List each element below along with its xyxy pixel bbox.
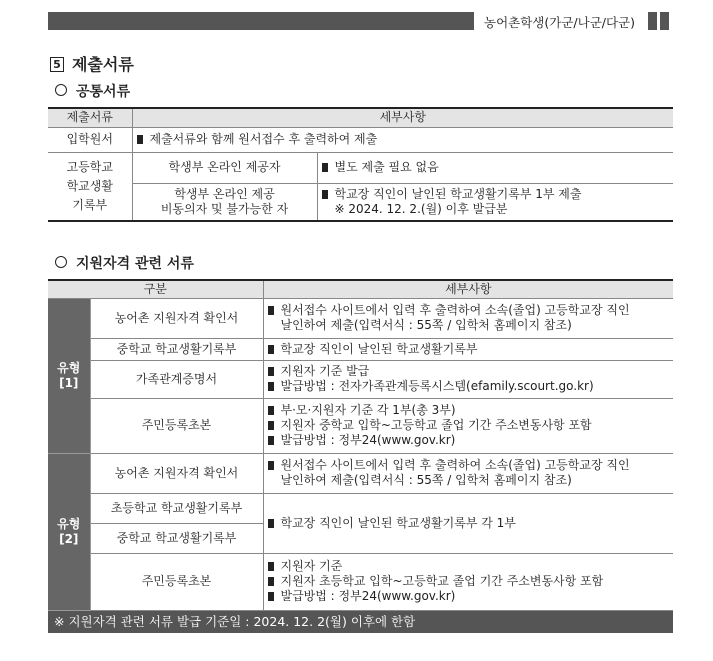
header-title: 농어촌학생(가군/나군/다군) <box>484 15 636 30</box>
col-header-detail: 세부사항 <box>132 108 673 127</box>
common-docs-table <box>48 107 673 222</box>
type1-doc-confirmation: 농어촌 지원자격 확인서 <box>90 298 263 338</box>
square-bullet-icon <box>268 519 274 528</box>
case-online-provider: 학생부 온라인 제공자 <box>132 152 317 183</box>
qualification-docs-table <box>48 279 673 611</box>
common-docs-title <box>55 81 130 101</box>
doc-school-record: 고등학교 학교생활 기록부 <box>48 152 132 221</box>
square-bullet-icon <box>268 592 274 601</box>
type2-doc-resident-abstract: 주민등록초본 <box>90 553 263 610</box>
type2-doc-elementary-record: 초등학교 학교생활기록부 <box>90 493 263 523</box>
type2-detail-confirmation: 원서접수 사이트에서 입력 후 출력하여 소속(졸업) 고등학교장 직인 날인하여 제출(입력서식 : 55쪽 / 입학처 홈페이지 참조) <box>263 453 673 493</box>
type1-detail-family-cert: 지원자 기준 발급 발급방법 : 전자가족관계등록시스템(efamily.scourt.go.kr) <box>263 360 673 398</box>
issue-date-footer: ※ 지원자격 관련 서류 발급 기준일 : 2024. 12. 2(월) 이후에 한함 <box>48 611 673 633</box>
page-header <box>48 12 670 30</box>
detail-online-provider: 별도 제출 필요 없음 <box>317 152 673 183</box>
col-header-detail: 세부사항 <box>263 280 673 298</box>
type1-detail-resident-abstract: 부·모·지원자 기준 각 1부(총 3부) 지원자 중학교 입학~고등학교 졸업 기간 주소변동사항 포함 발급방법 : 정부24(www.gov.kr) <box>263 398 673 453</box>
type2-detail-school-records: 학교장 직인이 날인된 학교생활기록부 각 1부 <box>263 493 673 553</box>
square-bullet-icon <box>268 306 274 315</box>
square-bullet-icon <box>268 345 274 354</box>
header-dark-bar <box>48 12 474 30</box>
square-bullet-icon <box>268 562 274 571</box>
circle-bullet-icon <box>55 84 67 96</box>
square-bullet-icon <box>268 436 274 445</box>
square-bullet-icon <box>268 406 274 415</box>
square-bullet-icon <box>322 190 328 199</box>
square-bullet-icon <box>268 367 274 376</box>
issue-date-note: ※ 2024. 12. 2.(월) 이후 발급분 <box>334 201 508 216</box>
square-bullet-icon <box>322 163 328 172</box>
section-title <box>50 52 134 75</box>
type1-label: 유형 [1] <box>48 298 90 453</box>
square-bullet-icon <box>137 135 143 144</box>
common-docs-title-text: 공통서류 <box>76 84 131 100</box>
qualification-docs-title <box>55 253 194 273</box>
type2-detail-resident-abstract: 지원자 기준 지원자 초등학교 입학~고등학교 졸업 기간 주소변동사항 포함 발급방법 : 정부24(www.gov.kr) <box>263 553 673 610</box>
section-number: 5 <box>50 57 64 72</box>
header-block-1 <box>648 12 657 30</box>
circle-bullet-icon <box>55 256 67 268</box>
case-online-nonconsent: 학생부 온라인 제공 비동의자 및 불가능한 자 <box>132 183 317 221</box>
header-block-2 <box>660 12 669 30</box>
detail-application-form: 제출서류와 함께 원서접수 후 출력하여 제출 <box>132 127 673 152</box>
square-bullet-icon <box>268 382 274 391</box>
type1-doc-family-cert: 가족관계증명서 <box>90 360 263 398</box>
type2-label: 유형 [2] <box>48 453 90 610</box>
type1-detail-confirmation: 원서접수 사이트에서 입력 후 출력하여 소속(졸업) 고등학교장 직인 날인하여 제출(입력서식 : 55쪽 / 입학처 홈페이지 참조) <box>263 298 673 338</box>
qualification-docs-title-text: 지원자격 관련 서류 <box>76 256 194 272</box>
type2-doc-middle-record: 중학교 학교생활기록부 <box>90 523 263 553</box>
section-title-text: 제출서류 <box>72 55 134 74</box>
type2-doc-confirmation: 농어촌 지원자격 확인서 <box>90 453 263 493</box>
col-header-category: 구분 <box>48 280 263 298</box>
square-bullet-icon <box>268 577 274 586</box>
square-bullet-icon <box>268 461 274 470</box>
type1-doc-resident-abstract: 주민등록초본 <box>90 398 263 453</box>
doc-application-form: 입학원서 <box>48 127 132 152</box>
type1-doc-middle-record: 중학교 학교생활기록부 <box>90 338 263 360</box>
type1-detail-middle-record: 학교장 직인이 날인된 학교생활기록부 <box>263 338 673 360</box>
square-bullet-icon <box>268 421 274 430</box>
col-header-doc: 제출서류 <box>48 108 132 127</box>
detail-online-nonconsent: 학교장 직인이 날인된 학교생활기록부 1부 제출 ※ 2024. 12. 2.(월) 이후 발급분 <box>317 183 673 221</box>
